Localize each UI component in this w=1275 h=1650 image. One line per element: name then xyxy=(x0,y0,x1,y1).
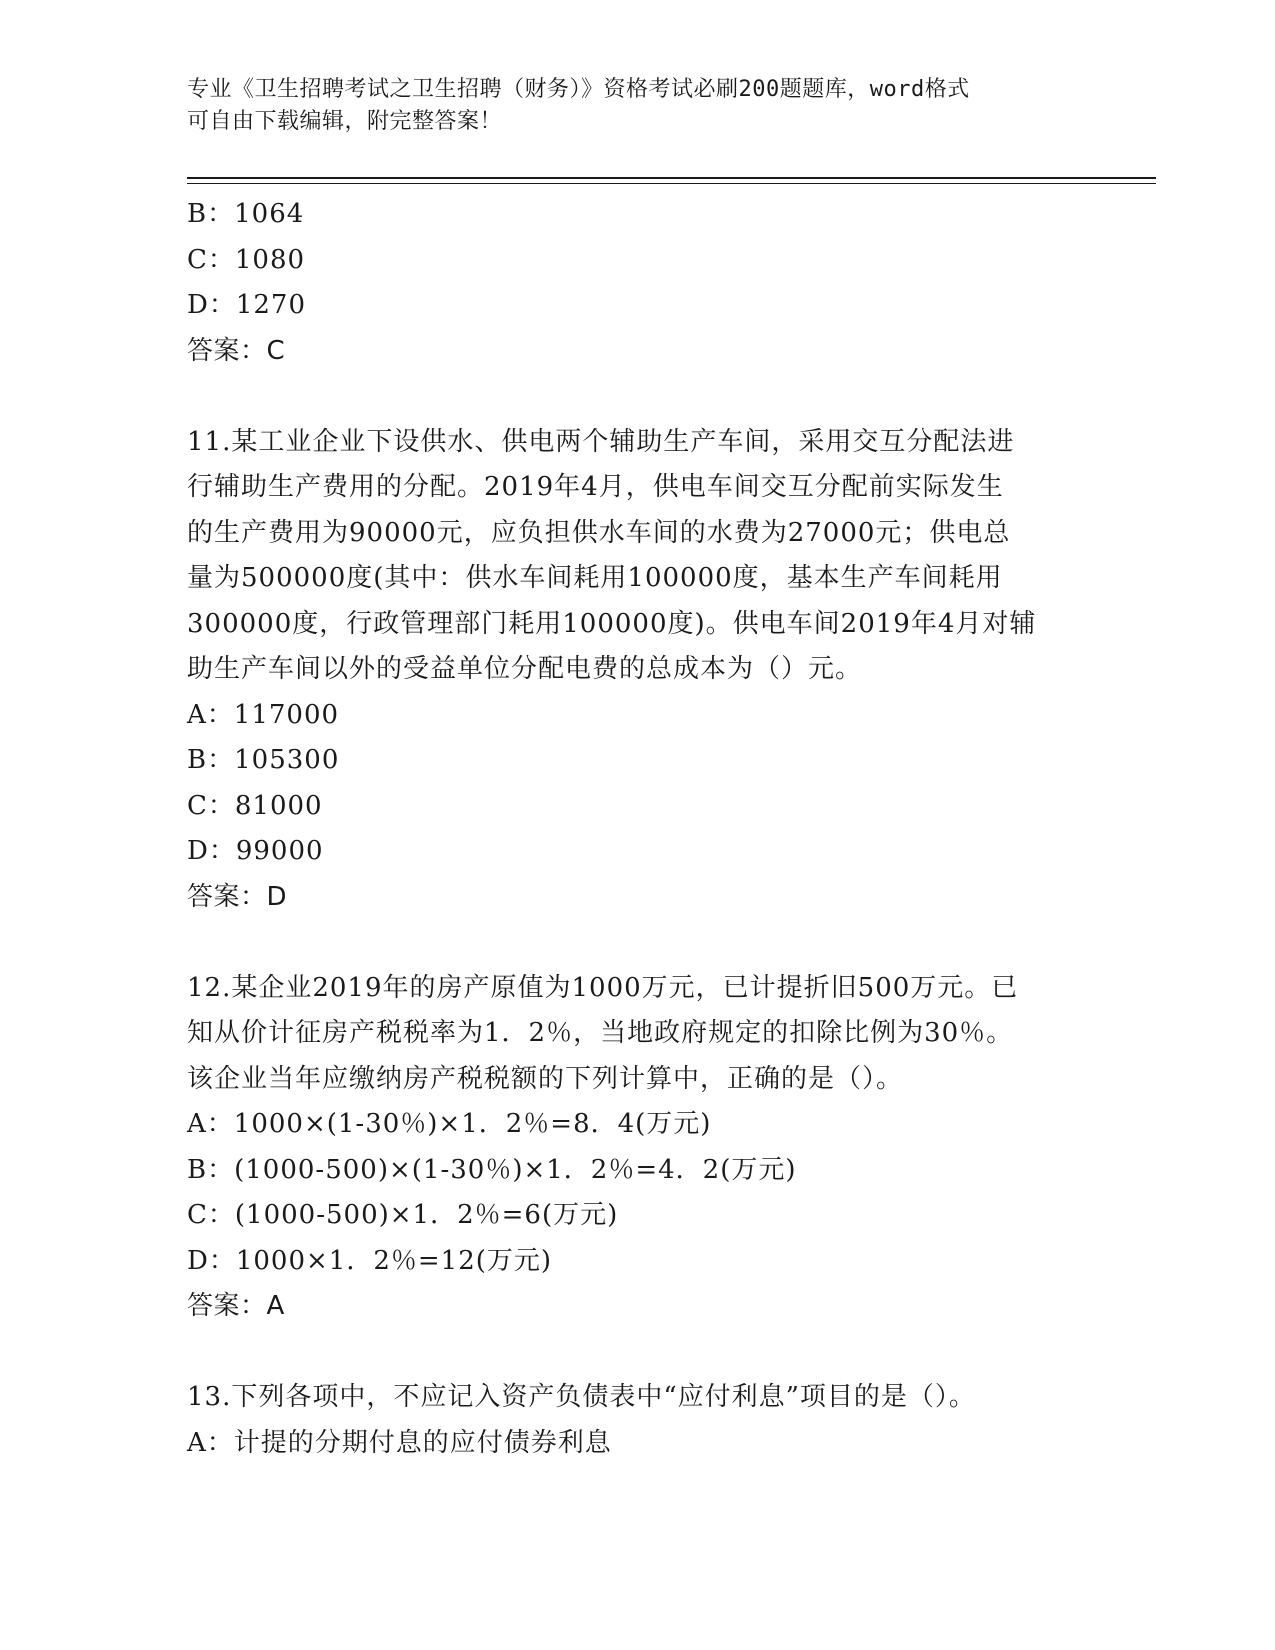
question-text-line: 助生产车间以外的受益单位分配电费的总成本为（）元。 xyxy=(187,654,863,684)
question-10-tail xyxy=(187,192,1077,374)
question-text-line: 300000度，行政管理部门耗用100000度)。供电车间2019年4月对辅 xyxy=(187,608,1037,639)
option-c: C：1080 xyxy=(187,244,306,275)
option-d: D：99000 xyxy=(187,836,324,866)
spacer xyxy=(187,920,1077,966)
question-text-line: 的生产费用为90000元，应负担供水车间的水费为27000元；供电总 xyxy=(187,517,1011,548)
answer-line: 答案：C xyxy=(187,335,286,366)
option-b: B：105300 xyxy=(187,745,340,775)
question-text-line: 行辅助生产费用的分配。2019年4月，供电车间交互分配前实际发生 xyxy=(187,472,1004,502)
option-c: C：(1000-500)×1．2％=6(万元) xyxy=(187,1200,619,1230)
document-header xyxy=(187,74,1087,138)
question-text-line: 知从价计征房产税税率为1．2％，当地政府规定的扣除比例为30％。 xyxy=(187,1018,1014,1048)
header-divider-thin xyxy=(187,183,1156,184)
option-a: A：117000 xyxy=(187,699,340,730)
header-divider-thick xyxy=(187,177,1156,179)
question-13 xyxy=(187,1375,1077,1466)
option-c: C：81000 xyxy=(187,790,323,821)
option-d: D：1000×1．2％=12(万元) xyxy=(187,1245,553,1276)
question-text-line: 量为500000度(其中：供水车间耗用100000度，基本生产车间耗用 xyxy=(187,563,1003,593)
option-a: A：1000×(1-30％)×1．2％=8．4(万元) xyxy=(187,1109,712,1139)
header-line-1: 专业《卫生招聘考试之卫生招聘（财务）》资格考试必刷200题题库，word格式 xyxy=(187,77,970,102)
spacer xyxy=(187,374,1077,420)
question-12 xyxy=(187,966,1077,1330)
option-b: B：1064 xyxy=(187,199,305,229)
option-b: B：(1000-500)×(1-30％)×1．2％=4．2(万元) xyxy=(187,1154,797,1185)
question-text-line: 13.下列各项中，不应记入资产负债表中“应付利息”项目的是（）。 xyxy=(187,1382,976,1412)
answer-line: 答案：D xyxy=(187,881,288,912)
question-11 xyxy=(187,420,1077,921)
header-line-2: 可自由下载编辑，附完整答案！ xyxy=(187,109,503,134)
question-text-line: 11.某工业企业下设供水、供电两个辅助生产车间，采用交互分配法进 xyxy=(187,426,1015,457)
question-text-line: 该企业当年应缴纳房产税税额的下列计算中，正确的是（）。 xyxy=(187,1063,904,1094)
question-text-line: 12.某企业2019年的房产原值为1000万元，已计提折旧500万元。已 xyxy=(187,972,1019,1003)
option-a: A：计提的分期付息的应付债券利息 xyxy=(187,1427,612,1458)
document-body xyxy=(187,192,1077,1466)
option-d: D：1270 xyxy=(187,290,307,320)
answer-line: 答案：A xyxy=(187,1291,285,1321)
spacer xyxy=(187,1330,1077,1376)
